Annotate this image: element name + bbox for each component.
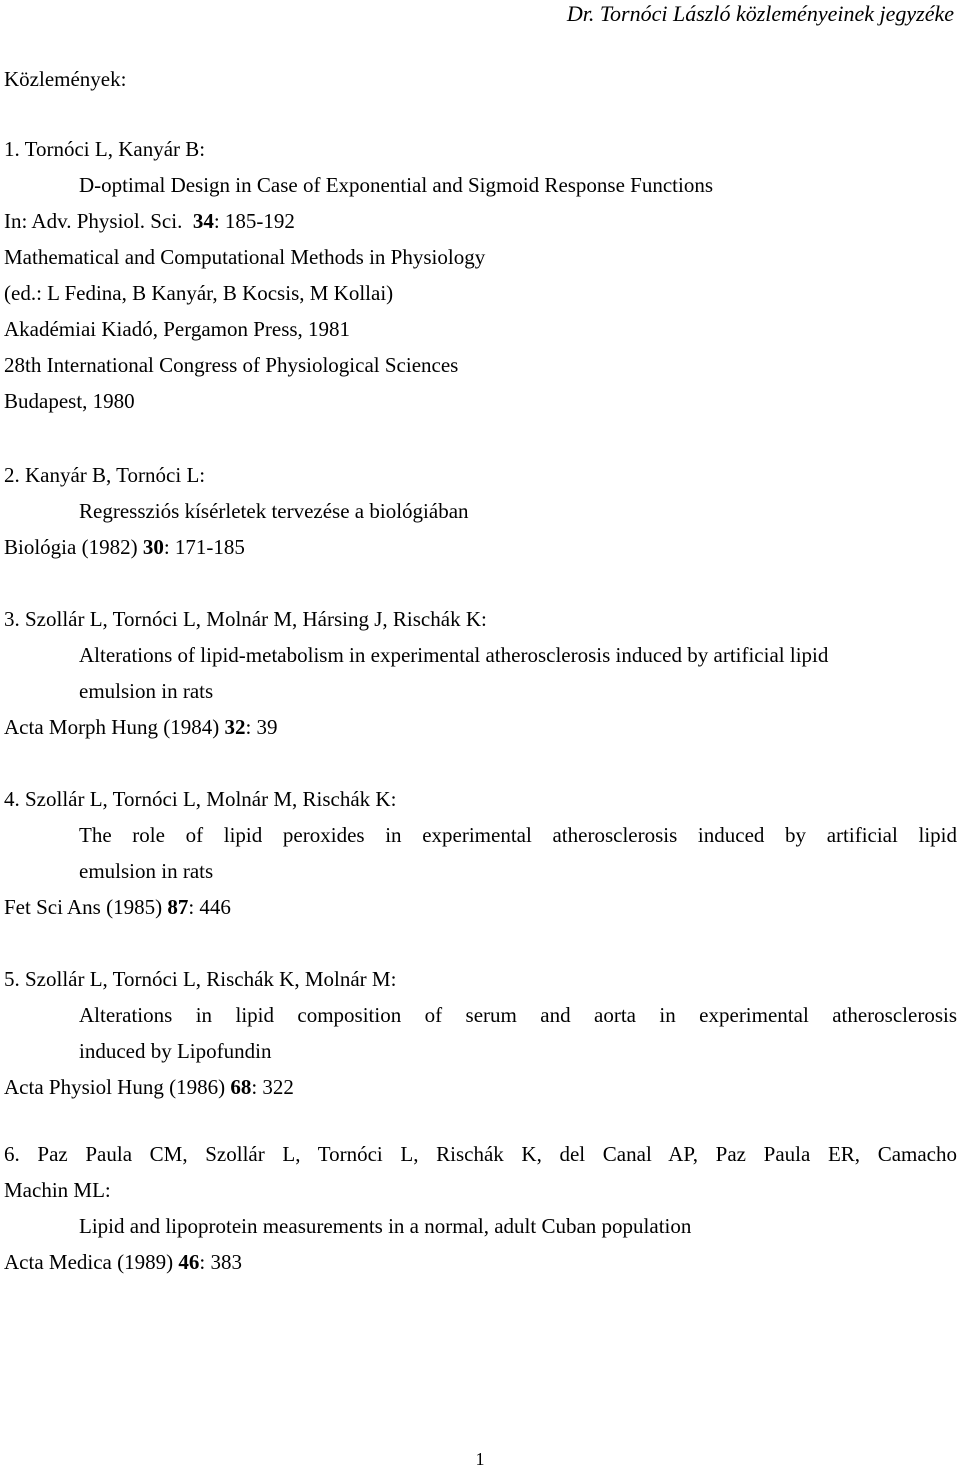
entry-volume: 34 (192, 209, 214, 233)
publication-entry (4, 961, 957, 1105)
publication-entry (4, 601, 957, 745)
entry-authors: 6. Paz Paula CM, Szollár L, Tornóci L, Rischák K, del Canal AP, Paz Paula ER, Camacho (4, 1142, 957, 1166)
entry-authors: 5. Szollár L, Tornóci L, Rischák K, Molnár M: (4, 967, 397, 991)
entry-authors: 2. Kanyár B, Tornóci L: (4, 463, 206, 487)
entry-source (4, 889, 957, 925)
section-label: Közlemények: (4, 67, 127, 91)
entry-authors: 4. Szollár L, Tornóci L, Molnár M, Rischák K: (4, 787, 397, 811)
entry-authors-continued: Machin ML: (4, 1178, 111, 1202)
entry-title: Regressziós kísérletek tervezése a biológiában (79, 499, 469, 523)
entry-authors: 1. Tornóci L, Kanyár B: (4, 137, 206, 161)
entry-pages: : 185-192 (213, 209, 295, 233)
entry-source-prefix: Acta Physiol Hung (1986) (4, 1075, 231, 1099)
entry-title: Lipid and lipoprotein measurements in a normal, adult Cuban population (79, 1214, 692, 1238)
publication-entry (4, 781, 957, 925)
entry-title-continued: induced by Lipofundin (79, 1039, 272, 1063)
entry-volume: 87 (167, 895, 189, 919)
entry-pages: : 322 (251, 1075, 294, 1099)
entry-source (4, 529, 957, 565)
entry-source (4, 203, 957, 239)
publication-entry (4, 457, 957, 565)
entry-pages: : 446 (188, 895, 231, 919)
entry-source-prefix: Acta Morph Hung (1984) (4, 715, 225, 739)
entry-pages: : 39 (245, 715, 278, 739)
entry-pages: : 383 (199, 1250, 242, 1274)
publication-entry (4, 131, 957, 419)
entry-source (4, 1244, 957, 1280)
entry-extra-line: 28th International Congress of Physiological Sciences (4, 353, 459, 377)
entry-source (4, 1069, 957, 1105)
entry-title-continued: emulsion in rats (79, 679, 214, 703)
entry-pages: : 171-185 (163, 535, 245, 559)
publication-entry (4, 1136, 957, 1280)
entry-title: D-optimal Design in Case of Exponential and Sigmoid Response Functions (79, 173, 714, 197)
entry-volume: 68 (230, 1075, 252, 1099)
entry-extra-line: Budapest, 1980 (4, 389, 135, 413)
document-header-title: Dr. Tornóci László közleményeinek jegyzéke (566, 1, 954, 26)
entry-volume: 46 (178, 1250, 200, 1274)
page-number: 1 (475, 1449, 485, 1469)
entry-title: The role of lipid peroxides in experimental atherosclerosis induced by artificial lipid (79, 823, 957, 847)
entry-source-prefix: Acta Medica (1989) (4, 1250, 179, 1274)
entry-authors: 3. Szollár L, Tornóci L, Molnár M, Hársing J, Rischák K: (4, 607, 487, 631)
entry-extra-line: Akadémiai Kiadó, Pergamon Press, 1981 (4, 317, 351, 341)
entry-volume: 32 (224, 715, 246, 739)
entry-source (4, 709, 957, 745)
entry-title-continued: emulsion in rats (79, 859, 214, 883)
entry-source-prefix: In: Adv. Physiol. Sci. (4, 209, 183, 233)
entry-title: Alterations in lipid composition of serum and aorta in experimental atherosclerosis (79, 1003, 957, 1027)
entry-extra-line: (ed.: L Fedina, B Kanyár, B Kocsis, M Kollai) (4, 281, 394, 305)
entry-source-prefix: Fet Sci Ans (1985) (4, 895, 168, 919)
entry-source-prefix: Biológia (1982) (4, 535, 143, 559)
entry-title: Alterations of lipid-metabolism in experimental atherosclerosis induced by artificial lipid (79, 643, 829, 667)
entry-extra-line: Mathematical and Computational Methods in Physiology (4, 245, 486, 269)
entry-volume: 30 (142, 535, 164, 559)
